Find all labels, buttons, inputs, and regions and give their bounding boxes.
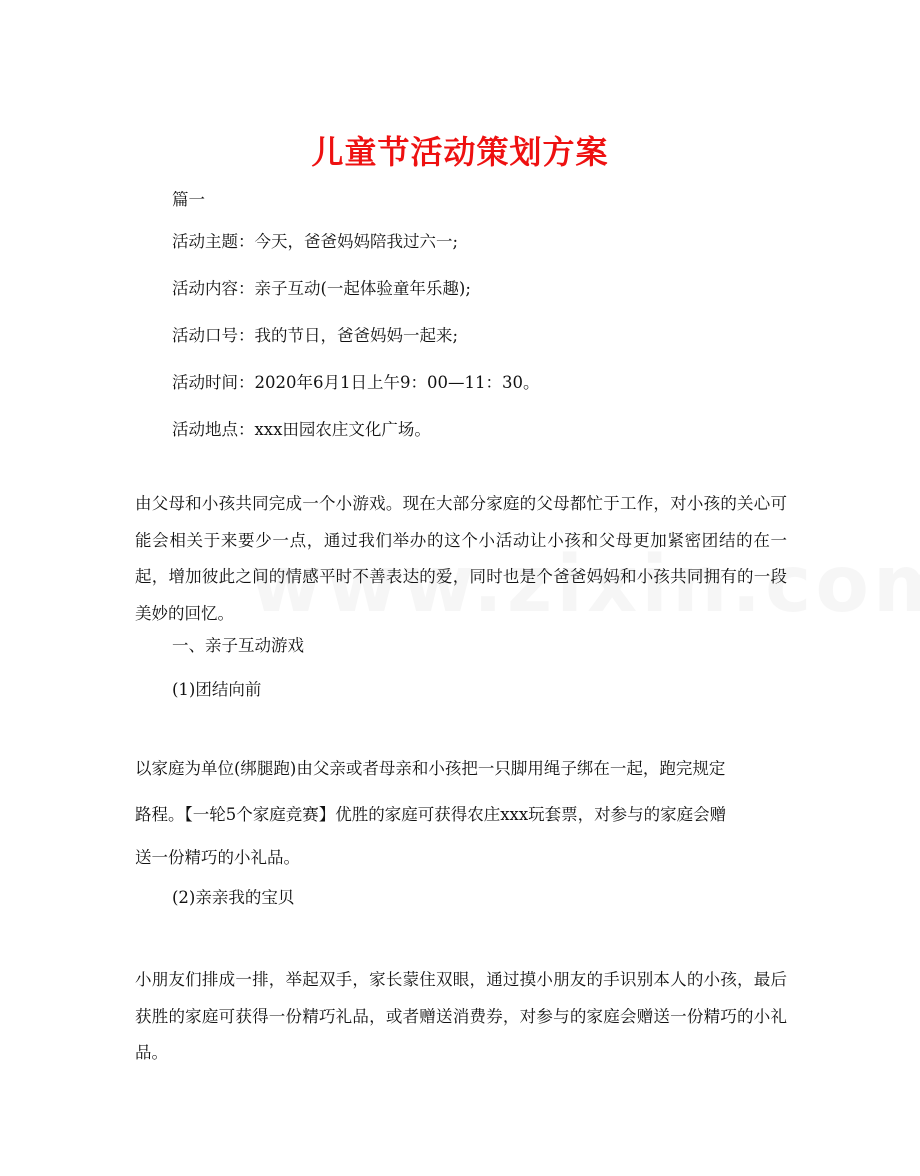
section-label: 篇一 xyxy=(172,190,205,209)
field-location: 活动地点：xxx田园农庄文化广场。 xyxy=(172,420,431,439)
field-slogan: 活动口号：我的节日，爸爸妈妈一起来; xyxy=(172,326,459,345)
field-time: 活动时间：2020年6月1日上午9：00—11：30。 xyxy=(172,373,540,392)
item-2-paragraph: 小朋友们排成一排，举起双手，家长蒙住双眼，通过摸小朋友的手识别本人的小孩，最后获胜的家庭可获得一份精巧礼品，或者赠送消费券，对参与的家庭会赠送一份精巧的小礼品。 xyxy=(135,970,787,1062)
field-theme: 活动主题：今天，爸爸妈妈陪我过六一; xyxy=(172,232,459,251)
item-1-label: (1)团结向前 xyxy=(172,680,262,699)
item-1-line-2: 路程。【一轮5个家庭竞赛】优胜的家庭可获得农庄xxx玩套票，对参与的家庭会赠 xyxy=(135,805,727,824)
item-1-line-3: 送一份精巧的小礼品。 xyxy=(135,848,300,867)
intro-paragraph: 由父母和小孩共同完成一个小游戏。现在大部分家庭的父母都忙于工作，对小孩的关心可能会相关于来要少一点，通过我们举办的这个小活动让小孩和父母更加紧密团结的在一起，增加彼此之间的情感平时不善表达的爱，同时也是个爸爸妈妈和小孩共同拥有的一段美妙的回忆。 xyxy=(135,494,787,623)
field-content: 活动内容：亲子互动(一起体验童年乐趣); xyxy=(172,279,471,298)
item-1-line-1: 以家庭为单位(绑腿跑)由父亲或者母亲和小孩把一只脚用绳子绑在一起，跑完规定 xyxy=(135,759,726,778)
item-2-label: (2)亲亲我的宝贝 xyxy=(172,888,295,907)
document-title: 儿童节活动策划方案 xyxy=(311,133,609,171)
section-heading: 一、亲子互动游戏 xyxy=(172,636,304,655)
